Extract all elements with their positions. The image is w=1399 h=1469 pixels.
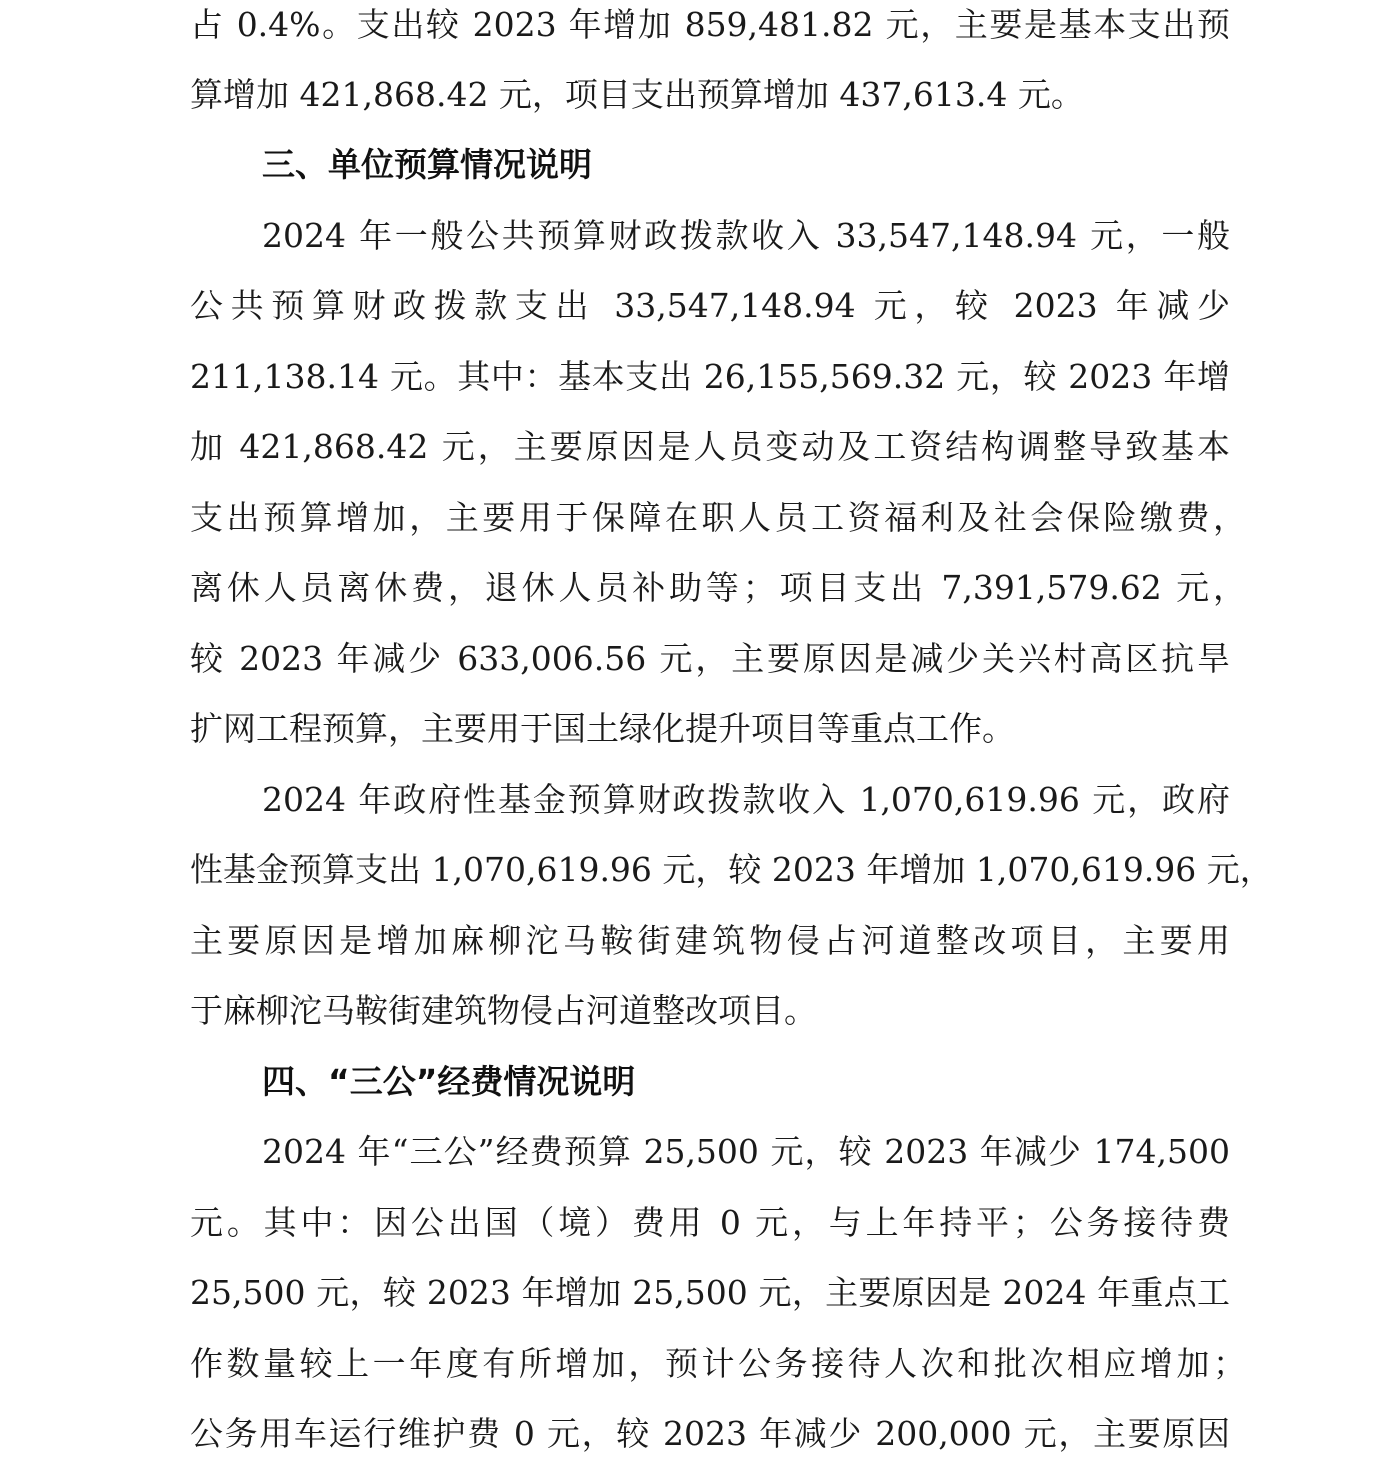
section-heading: 四、“三公”经费情况说明 [262,1062,636,1101]
paragraph-line: 元。其中：因公出国（境）费用 0 元，与上年持平；公务接待费 [190,1203,1230,1242]
paragraph-line: 占 0.4%。支出较 2023 年增加 859,481.82 元，主要是基本支出预 [190,5,1230,44]
paragraph-line: 支出预算增加，主要用于保障在职人员工资福利及社会保险缴费， [190,498,1246,537]
paragraph-line: 公务用车运行维护费 0 元，较 2023 年减少 200,000 元，主要原因 [190,1414,1230,1453]
paragraph-line: 211,138.14 元。其中：基本支出 26,155,569.32 元，较 2023 年增 [190,357,1230,396]
paragraph-line: 算增加 421,868.42 元，项目支出预算增加 437,613.4 元。 [190,75,1084,114]
section-heading: 三、单位预算情况说明 [262,145,592,184]
paragraph-line: 扩网工程预算，主要用于国土绿化提升项目等重点工作。 [190,709,1015,748]
paragraph-line: 25,500 元，较 2023 年增加 25,500 元，主要原因是 2024 年重点工 [190,1273,1230,1312]
paragraph-line: 2024 年“三公”经费预算 25,500 元，较 2023 年减少 174,500 [262,1132,1230,1171]
paragraph-line: 于麻柳沱马鞍街建筑物侵占河道整改项目。 [190,991,817,1030]
paragraph-line: 较 2023 年减少 633,006.56 元，主要原因是减少关兴村高区抗旱 [190,639,1230,678]
paragraph-line: 离休人员离休费，退休人员补助等；项目支出 7,391,579.62 元， [190,568,1246,607]
paragraph-line: 公共预算财政拨款支出 33,547,148.94 元，较 2023 年减少 [190,286,1230,325]
paragraph-line: 主要原因是增加麻柳沱马鞍街建筑物侵占河道整改项目，主要用 [190,921,1230,960]
paragraph-line: 作数量较上一年度有所增加，预计公务接待人次和批次相应增加； [190,1344,1246,1383]
paragraph-line: 性基金预算支出 1,070,619.96 元，较 2023 年增加 1,070,619.96 元， [190,850,1273,889]
paragraph-line: 2024 年一般公共预算财政拨款收入 33,547,148.94 元，一般 [262,216,1230,255]
paragraph-line: 2024 年政府性基金预算财政拨款收入 1,070,619.96 元，政府 [262,780,1230,819]
paragraph-line: 加 421,868.42 元，主要原因是人员变动及工资结构调整导致基本 [190,427,1230,466]
